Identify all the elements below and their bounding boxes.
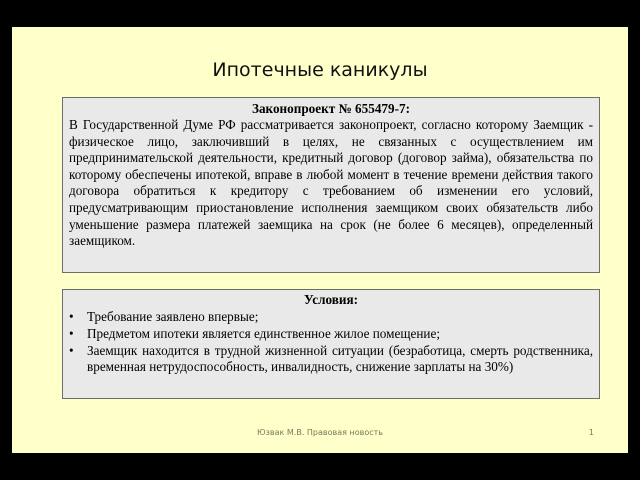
conditions-box: [62, 289, 600, 399]
bill-box: [62, 97, 600, 273]
bullet-icon: •: [69, 309, 74, 324]
bullet-icon: •: [69, 325, 74, 341]
slide-footer: Юзвак М.В. Правовая новость: [257, 428, 383, 437]
conditions-heading: Условия:: [303, 292, 359, 307]
condition-item: [69, 309, 593, 326]
slide: [12, 27, 628, 453]
condition-text: Требование заявлено впервые;: [87, 309, 259, 324]
page-number: 1: [588, 428, 594, 437]
condition-item: [69, 343, 593, 377]
bullet-icon: •: [69, 342, 74, 358]
condition-text: Предметом ипотеки является единственное жилое помещение;: [87, 325, 440, 341]
conditions-list: [69, 309, 593, 376]
condition-item: [69, 326, 593, 343]
condition-text: Заемщик находится в трудной жизненной ситуации (безработица, смерть родственника, временная нетрудоспособность, инвалидность, снижение зарплаты на 30%): [87, 342, 593, 375]
slide-title: Ипотечные каникулы: [212, 59, 428, 81]
bill-heading: Законопроект № 655479-7:: [251, 101, 410, 116]
bill-text: В Государственной Думе РФ рассматривается законопроект, согласно которому Заемщик - физическое лицо, заключивший в целях, не связанных с осуществлением им предпринимательской деятельности, кредитный договор (договор займа), обязательства по которому обеспечены ипотекой, вправе в любой момент в течение времени действия такого договора обратиться к кредитору с требованием об изменении его условий, предусматривающим приостановление исполнения заемщиком своих обязательств либо уменьшение размера платежей заемщика на срок (не более 6 месяцев), определенный заемщиком.: [69, 117, 593, 249]
